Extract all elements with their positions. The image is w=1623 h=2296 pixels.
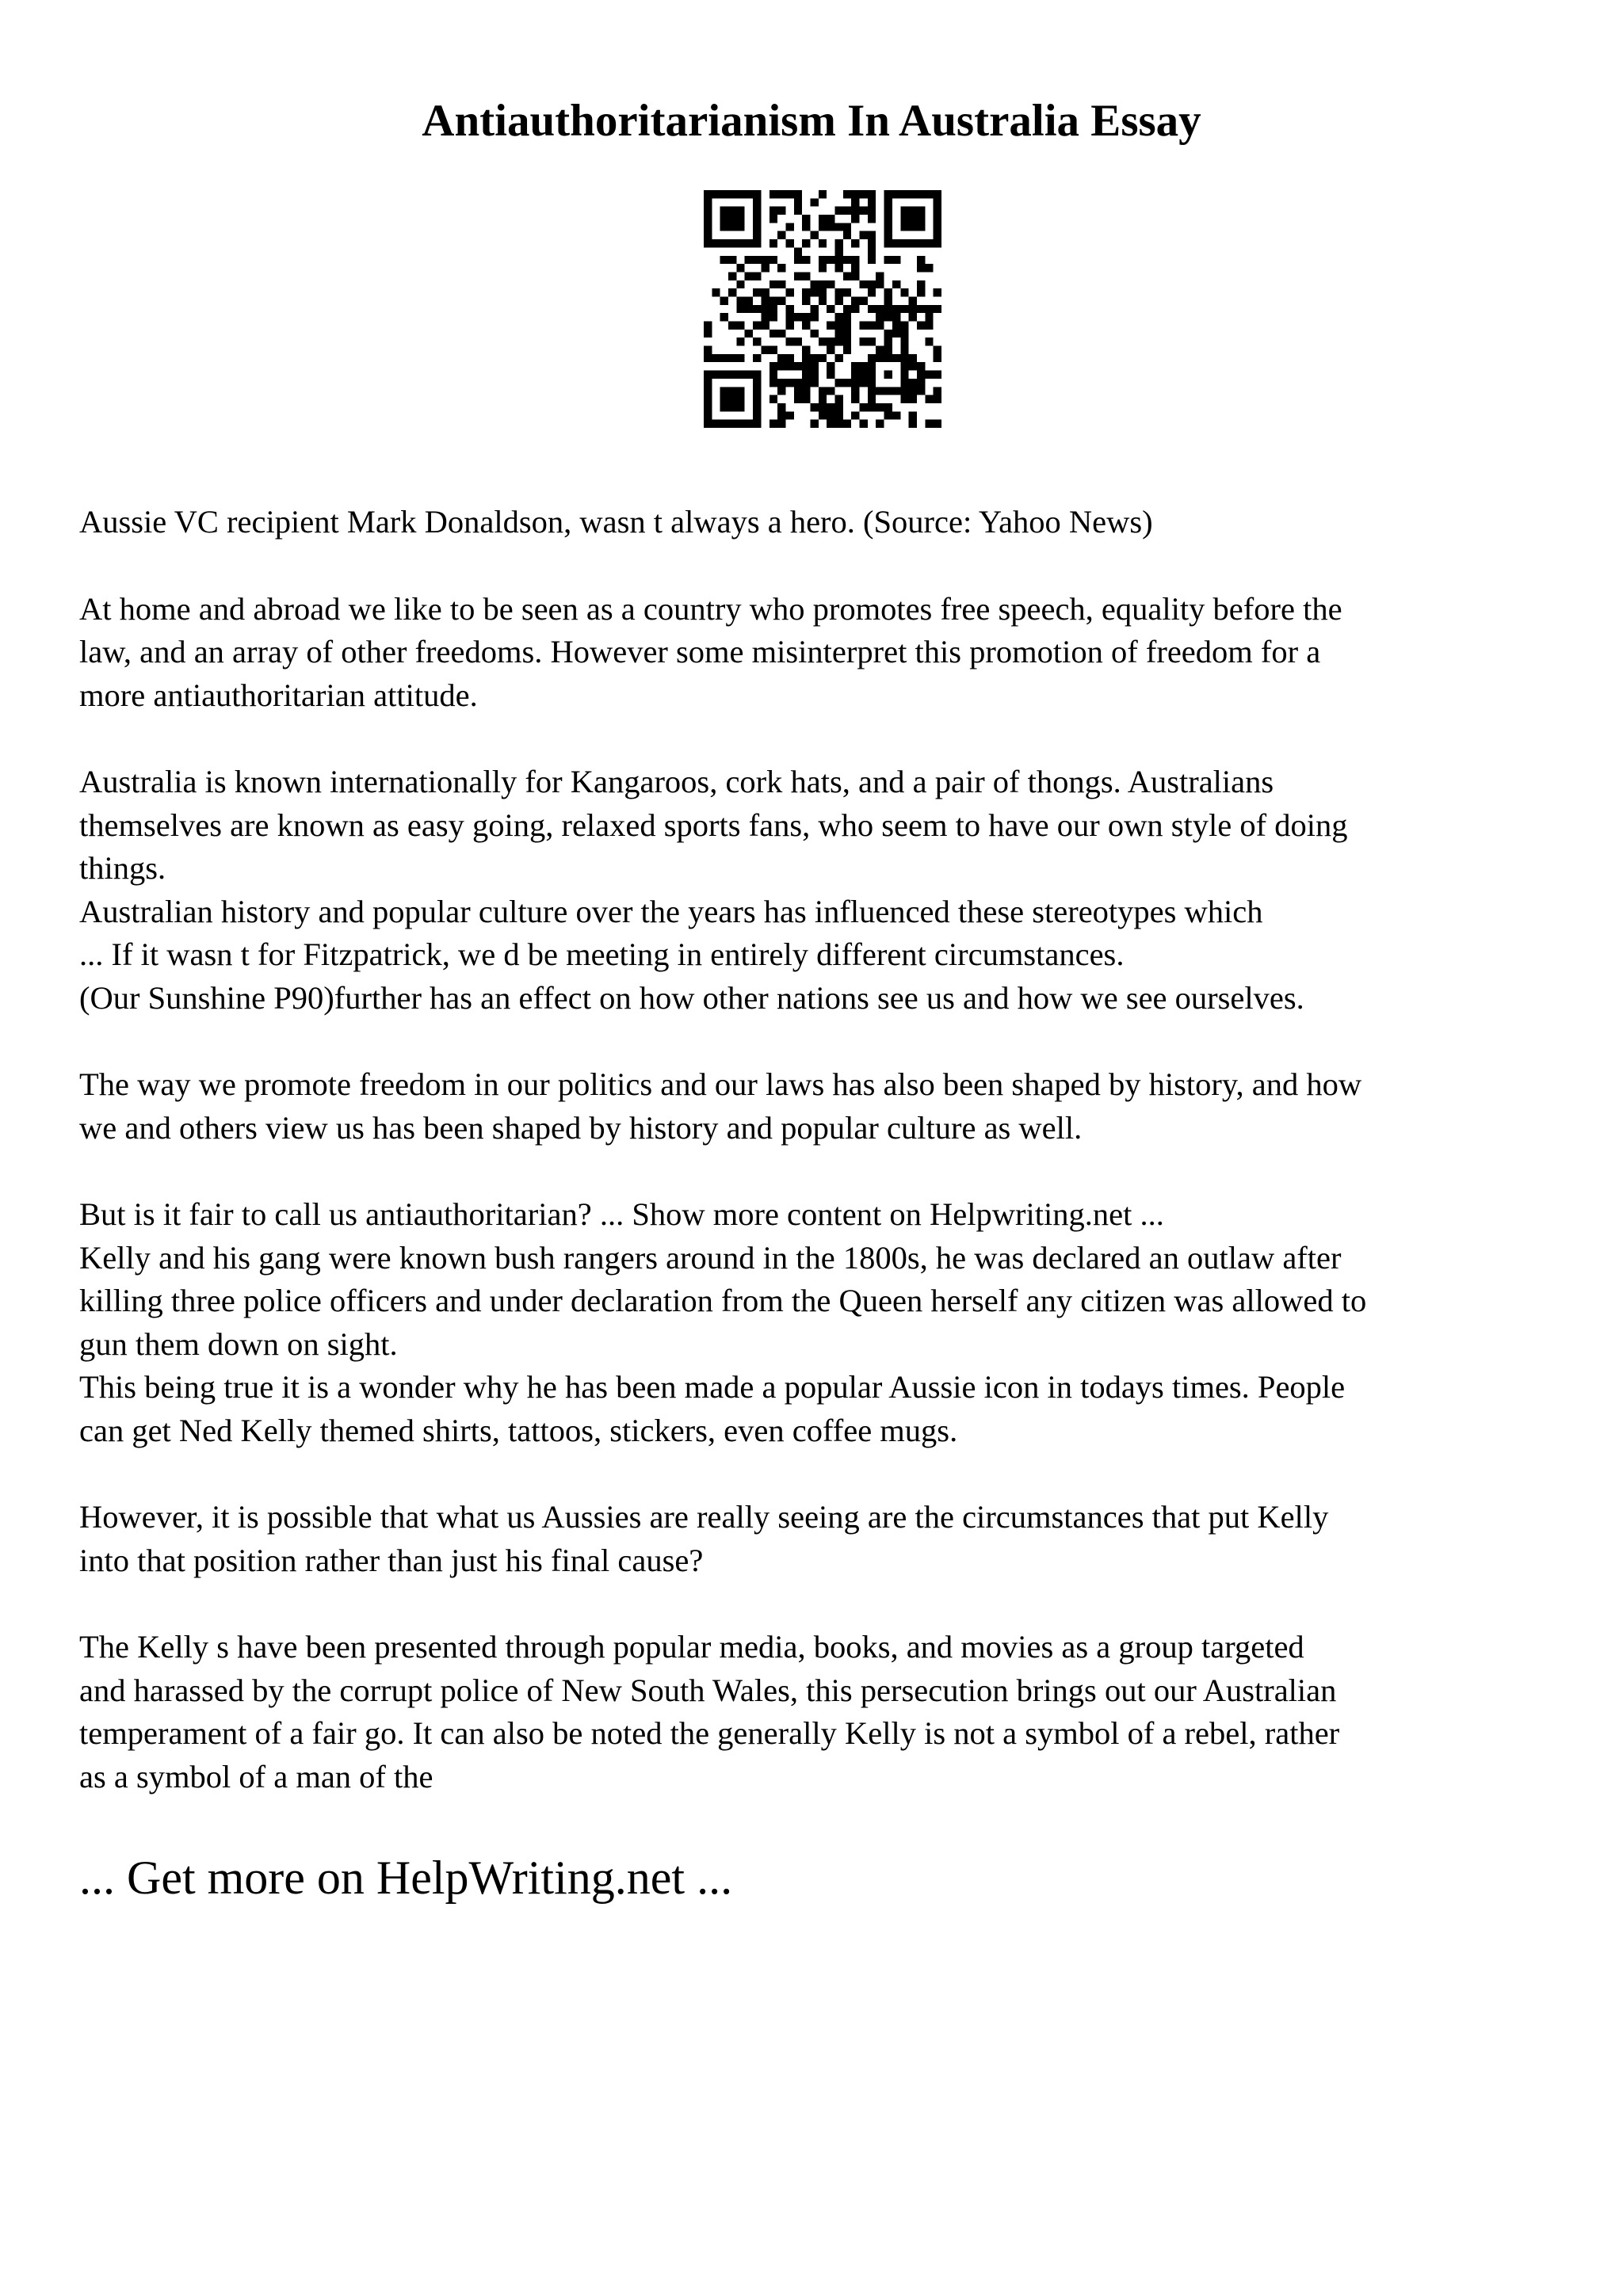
text-line: killing three police officers and under declaration from the Queen herself any citizen was allowed to <box>79 1283 1367 1318</box>
text-line: themselves are known as easy going, relaxed sports fans, who seem to have our own style of doing <box>79 807 1348 843</box>
qr-code-icon <box>704 190 941 428</box>
text-line: we and others view us has been shaped by history and popular culture as well. <box>79 1109 1083 1146</box>
text-line: At home and abroad we like to be seen as a country who promotes free speech, equality before the <box>79 590 1342 627</box>
text-line: gun them down on sight. <box>79 1325 398 1362</box>
get-more-link[interactable]: ... Get more on HelpWriting.net ... <box>79 1852 733 1904</box>
paragraph <box>79 1193 1569 1452</box>
text-line: (Our Sunshine P90)further has an effect on how other nations see us and how we see ourselves. <box>79 979 1304 1016</box>
text-line: ... If it wasn t for Fitzpatrick, we d be meeting in entirely different circumstances. <box>79 936 1125 972</box>
text-line: The way we promote freedom in our politics and our laws has also been shaped by history, and how <box>79 1066 1362 1102</box>
text-line: Australia is known internationally for Kangaroos, cork hats, and a pair of thongs. Australians <box>79 764 1274 799</box>
paragraph <box>79 1496 1569 1582</box>
paragraph <box>79 501 1569 544</box>
text-line: Australian history and popular culture over the years has influenced these stereotypes which <box>79 893 1263 929</box>
text-line: The Kelly s have been presented through popular media, books, and movies as a group targeted <box>79 1629 1304 1665</box>
paragraph <box>79 761 1569 1020</box>
text-line: more antiauthoritarian attitude. <box>79 677 478 713</box>
text-line: into that position rather than just his final cause? <box>79 1542 704 1578</box>
text-line: This being true it is a wonder why he has been made a popular Aussie icon in todays times. People <box>79 1369 1346 1405</box>
page-title: Antiauthoritarianism In Australia Essay <box>422 96 1201 146</box>
text-line: Aussie VC recipient Mark Donaldson, wasn t always a hero. (Source: Yahoo News) <box>79 504 1153 540</box>
article-body <box>79 501 1569 1842</box>
paragraph <box>79 1063 1569 1150</box>
text-line: Kelly and his gang were known bush rangers around in the 1800s, he was declared an outlaw after <box>79 1239 1342 1276</box>
text-line: However, it is possible that what us Aussies are really seeing are the circumstances that put Kelly <box>79 1499 1329 1535</box>
text-line: But is it fair to call us antiauthoritarian? ... Show more content on Helpwriting.net ... <box>79 1196 1164 1232</box>
text-line: and harassed by the corrupt police of New South Wales, this persecution brings out our Australian <box>79 1672 1337 1708</box>
paragraph <box>79 1626 1569 1798</box>
text-line: things. <box>79 850 166 886</box>
text-line: temperament of a fair go. It can also be noted the generally Kelly is not a symbol of a rebel, rather <box>79 1715 1340 1751</box>
text-line: can get Ned Kelly themed shirts, tattoos, stickers, even coffee mugs. <box>79 1412 958 1448</box>
paragraph <box>79 588 1569 718</box>
text-line: law, and an array of other freedoms. However some misinterpret this promotion of freedom for a <box>79 634 1321 669</box>
text-line: as a symbol of a man of the <box>79 1758 433 1794</box>
